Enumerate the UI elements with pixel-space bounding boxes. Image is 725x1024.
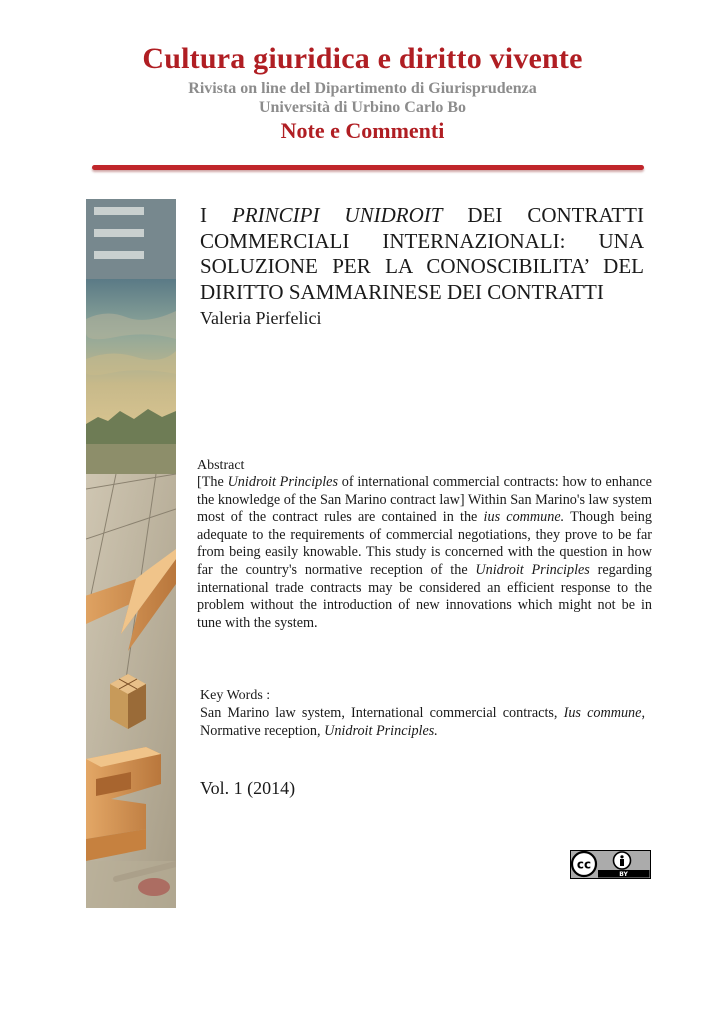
article-title-line-4: DIRITTO SAMMARINESE DEI CONTRATTI xyxy=(200,279,604,304)
journal-subtitle-university: Università di Urbino Carlo Bo xyxy=(258,99,467,116)
article-title-line-1: I PRINCIPI UNIDROIT DEI CONTRATTI xyxy=(200,203,644,227)
abstract-label: Abstract xyxy=(197,458,245,473)
article-title-line-2: COMMERCIALI INTERNAZIONALI: UNA xyxy=(200,228,644,253)
abstract-text: [The Unidroit Principles of international commercial contracts: how to enhance the knowledge of the San Marino contract law] Within San Marino's law system most of the contract rules are contained in the ius commune. Though being adequate to the requirements of commercial negotiations, they prove to be far from being easily knowable. This study is concerned with the question in how far the country's normative reception of the Unidroit Principles regarding international trade contracts may be considered an efficient response to the problem without the introduction of new innovations which might not be in tune with the system. xyxy=(197,474,652,631)
author-name: Valeria Pierfelici xyxy=(200,308,322,328)
article-title-line-3: SOLUZIONE PER LA CONOSCIBILITA’ DEL xyxy=(200,254,644,278)
creative-commons-by-icon[interactable] xyxy=(570,850,651,879)
header-divider xyxy=(92,165,644,170)
article-title-italic: PRINCIPI UNIDROIT xyxy=(231,203,443,227)
journal-title: Cultura giuridica e diritto vivente xyxy=(142,42,583,75)
cc-label: cc xyxy=(576,857,592,872)
journal-subtitle-department: Rivista on line del Dipartimento di Giurisprudenza xyxy=(188,80,537,97)
volume-info: Vol. 1 (2014) xyxy=(200,778,296,798)
by-label: BY xyxy=(619,871,628,878)
keywords-text: San Marino law system, International commercial contracts, Ius commune, Normative reception, Unidroit Principles. xyxy=(200,705,645,739)
keywords-label: Key Words : xyxy=(200,688,271,703)
cover-artwork xyxy=(86,199,176,908)
article-title xyxy=(200,203,644,305)
section-title: Note e Commenti xyxy=(280,118,445,143)
